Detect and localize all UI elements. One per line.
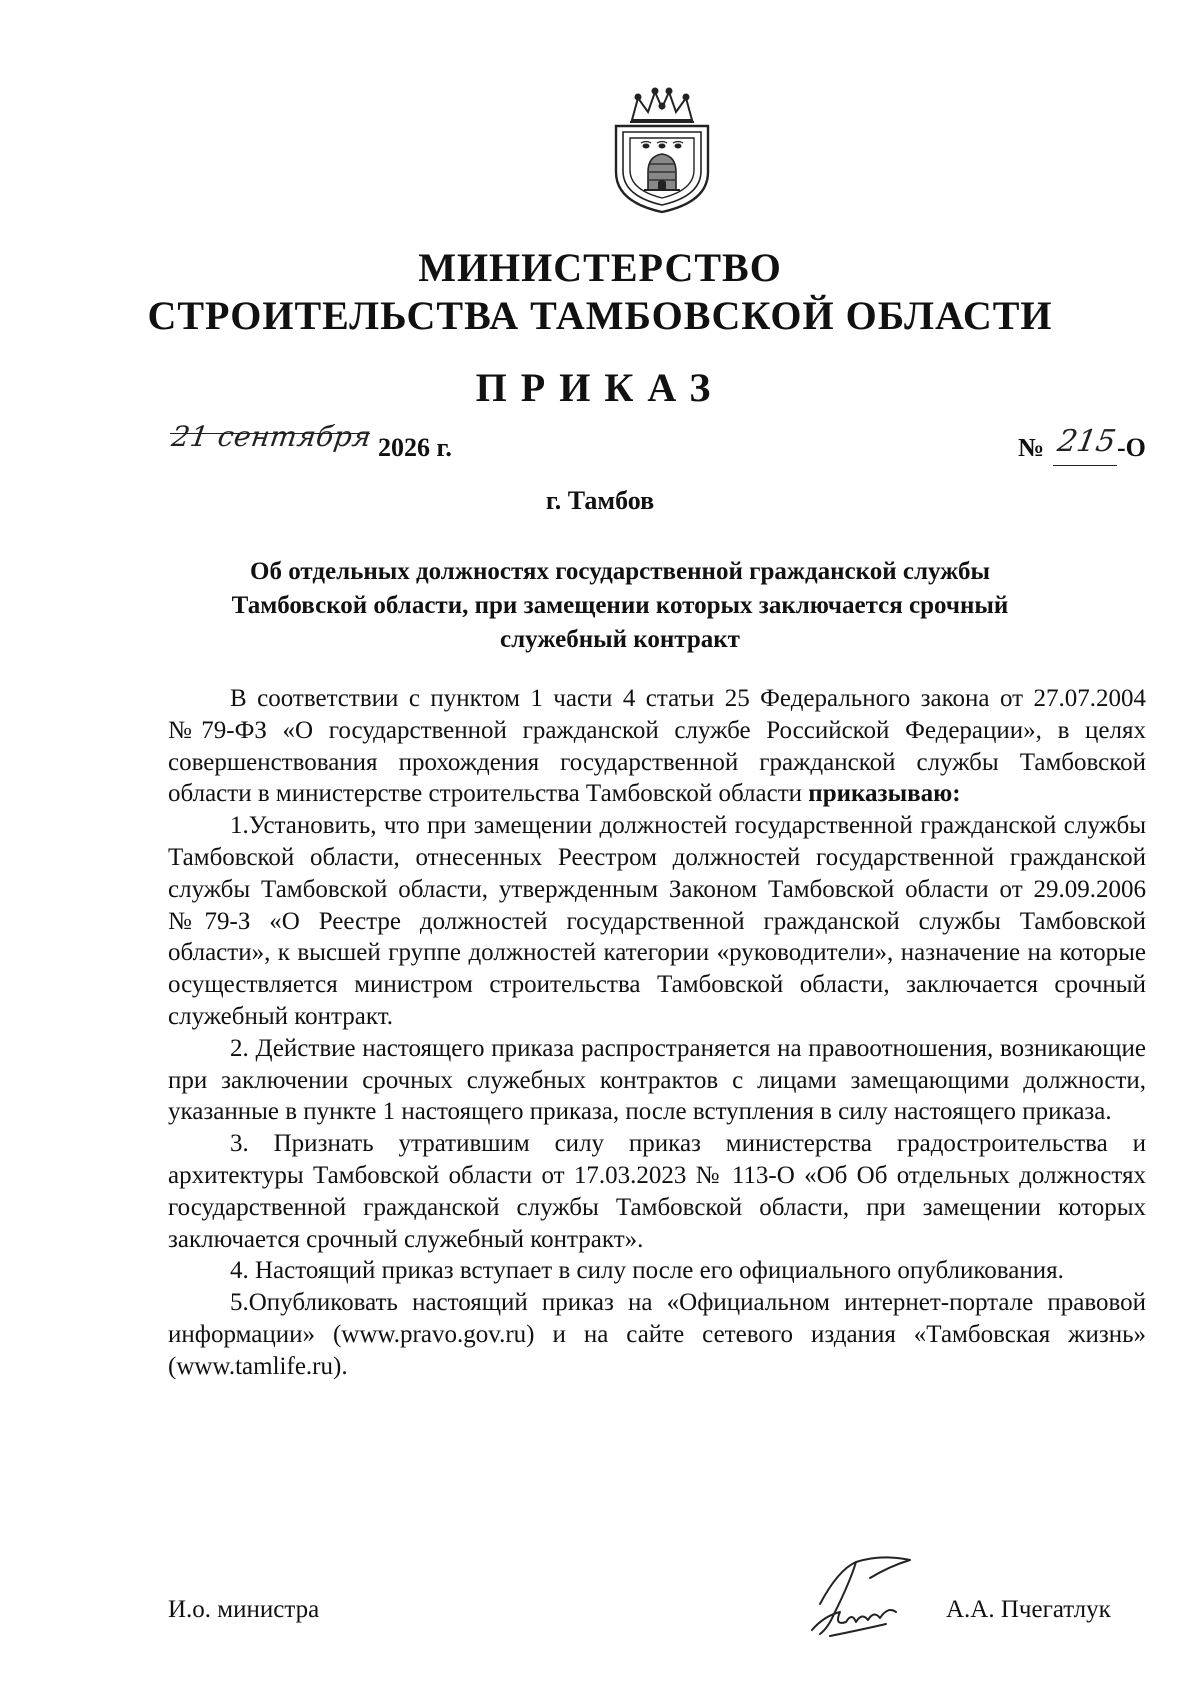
order-item-2: 2. Действие настоящего приказа распространяется на правоотношения, возникающие при заключении срочных служебных контрактов с лицами замещающими должности, указанные в пункте 1 настоящего приказа, после вступления в силу настоящего приказа.: [168, 1034, 1146, 1126]
ministry-name-line2: СТРОИТЕЛЬСТВА ТАМБОВСКОЙ ОБЛАСТИ: [147, 293, 1053, 338]
subject-line-3: служебный контракт: [500, 626, 740, 653]
handwritten-signature-icon: [790, 1552, 930, 1642]
document-body: [168, 683, 1146, 1383]
document-city: г. Тамбов: [545, 486, 655, 515]
handwritten-number: 215: [1054, 424, 1119, 459]
ministry-name-line1: МИНИСТЕРСТВО: [418, 245, 782, 290]
order-item-5: 5.Опубликовать настоящий приказ на «Официальном интернет-портале правовой информации» (www.pravo.gov.ru) и на сайте сетевого издания «Тамбовская жизнь» (www.tamlife.ru).: [168, 1289, 1146, 1380]
preamble-text: В соответствии с пунктом 1 части 4 статьи 25 Федерального закона от 27.07.2004 №79-ФЗ «О государственной гражданской службе Российской Федерации», в целях совершенствования прохождения государственной гражданской службы Тамбовской области в министерстве строительства Тамбовской области: [168, 685, 1146, 808]
coat-of-arms-icon: [608, 86, 716, 214]
subject-line-1: Об отдельных должностях государственной гражданской службы: [250, 558, 990, 585]
signer-name: А.А. Пчегатлук: [946, 1596, 1111, 1623]
preamble-paragraph: [168, 683, 1146, 810]
date-underline: [170, 433, 370, 434]
signer-position: И.о. министра: [168, 1596, 320, 1623]
preamble-action: приказываю:: [808, 780, 961, 808]
order-item-4: 4. Настоящий приказ вступает в силу после его официального опубликования.: [230, 1257, 1064, 1285]
number-suffix: -О: [1117, 433, 1146, 462]
handwritten-date: 21 сентября: [169, 420, 374, 453]
number-sign: №: [1018, 433, 1045, 462]
order-item-1: 1.Установить, что при замещении должностей государственной гражданской службы Тамбовской области, отнесенных Реестром должностей государственной гражданской службы Тамбовской области, утвержденным Законом Тамбовской области от 29.09.2006 №79-З «О Реестре должностей государственной гражданской службы Тамбовской области», к высшей группе должностей категории «руководители», назначение на которые осуществляется министром строительства Тамбовской области, заключается срочный служебный контракт.: [168, 812, 1146, 1030]
document-subject: [200, 555, 1040, 657]
document-year: 2026 г.: [378, 433, 452, 462]
order-item-3: 3. Признать утратившим силу приказ министерства градостроительства и архитектуры Тамбовской области от 17.03.2023 № 113-О «Об Об отдельных должностях государственной гражданской службы Тамбовской области, при замещении которых заключается срочный служебный контракт».: [168, 1130, 1146, 1253]
document-type-title: ПРИКАЗ: [475, 365, 725, 410]
subject-line-2: Тамбовской области, при замещении которых заключается срочный: [231, 592, 1009, 619]
number-underline: [1053, 465, 1117, 466]
